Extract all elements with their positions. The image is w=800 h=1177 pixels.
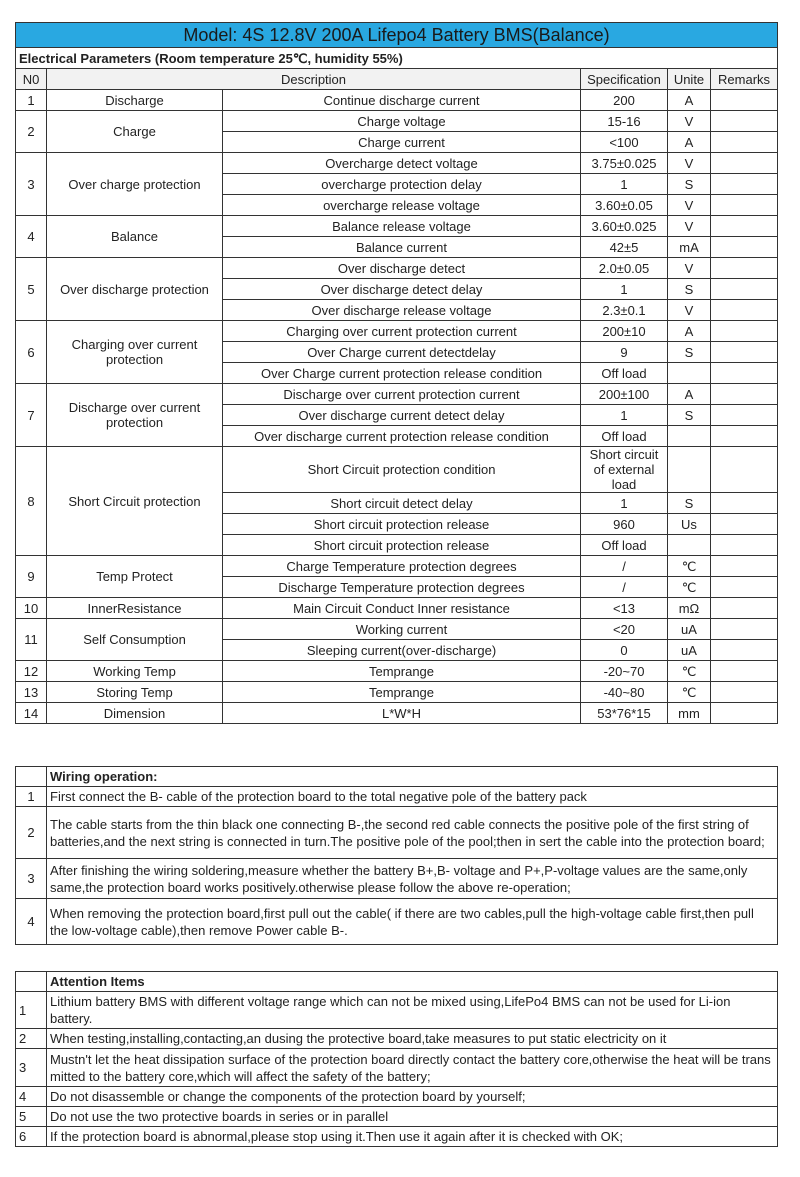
param-name: Self Consumption: [47, 619, 223, 661]
param-remarks: [711, 514, 778, 535]
param-unit: mΩ: [668, 598, 711, 619]
param-name: Dimension: [47, 703, 223, 724]
attention-item-text: Do not use the two protective boards in series or in parallel: [47, 1107, 778, 1127]
param-unit: mm: [668, 703, 711, 724]
param-remarks: [711, 640, 778, 661]
spec-row: [16, 556, 778, 577]
param-name: Working Temp: [47, 661, 223, 682]
row-number: 4: [16, 216, 47, 258]
param-unit: [668, 447, 711, 493]
attention-item-text: Do not disassemble or change the components of the protection board by yourself;: [47, 1087, 778, 1107]
param-unit: S: [668, 493, 711, 514]
row-number: 11: [16, 619, 47, 661]
row-number: 7: [16, 384, 47, 447]
param-unit: [668, 426, 711, 447]
spec-row: [16, 153, 778, 174]
param-remarks: [711, 447, 778, 493]
param-specification: 1: [581, 405, 668, 426]
param-description: Short circuit detect delay: [223, 493, 581, 514]
param-unit: S: [668, 342, 711, 363]
param-specification: 3.60±0.05: [581, 195, 668, 216]
attention-item-number: 5: [16, 1107, 47, 1127]
param-specification: -40~80: [581, 682, 668, 703]
wiring-item-number: 2: [16, 807, 47, 859]
attention-table: [15, 971, 778, 1147]
row-number: 10: [16, 598, 47, 619]
row-number: 9: [16, 556, 47, 598]
col-header-unite: Unite: [668, 69, 711, 90]
param-specification: -20~70: [581, 661, 668, 682]
wiring-item-text: When removing the protection board,first pull out the cable( if there are two cables,pull the high-voltage cable first,then pull the low-voltage cable),then remove Power cable B-.: [47, 899, 778, 945]
param-description: Charge voltage: [223, 111, 581, 132]
attention-item-number: 3: [16, 1049, 47, 1087]
param-specification: 3.75±0.025: [581, 153, 668, 174]
param-unit: [668, 363, 711, 384]
param-description: overcharge protection delay: [223, 174, 581, 195]
spec-row: [16, 111, 778, 132]
spec-row: [16, 384, 778, 405]
param-description: Temprange: [223, 661, 581, 682]
param-description: Short Circuit protection condition: [223, 447, 581, 493]
param-name: Over charge protection: [47, 153, 223, 216]
row-number: 12: [16, 661, 47, 682]
param-name: Temp Protect: [47, 556, 223, 598]
section-label: Electrical Parameters (Room temperature 25℃, humidity 55%): [16, 48, 778, 69]
param-specification: 1: [581, 493, 668, 514]
attention-header-spacer: [16, 972, 47, 992]
param-specification: 200: [581, 90, 668, 111]
param-description: Balance current: [223, 237, 581, 258]
attention-item: [16, 1127, 778, 1147]
attention-item-text: Lithium battery BMS with different voltage range which can not be mixed using,LifePo4 BMS can not be used for Li-ion battery.: [47, 992, 778, 1029]
param-remarks: [711, 426, 778, 447]
param-remarks: [711, 556, 778, 577]
param-specification: 42±5: [581, 237, 668, 258]
spec-row: [16, 598, 778, 619]
param-remarks: [711, 493, 778, 514]
param-remarks: [711, 153, 778, 174]
spec-row: [16, 703, 778, 724]
param-name: Discharge over current protection: [47, 384, 223, 447]
param-description: Discharge Temperature protection degrees: [223, 577, 581, 598]
wiring-header-spacer: [16, 767, 47, 787]
param-description: Over Charge current protection release condition: [223, 363, 581, 384]
param-unit: ℃: [668, 682, 711, 703]
param-remarks: [711, 321, 778, 342]
param-description: Over discharge detect: [223, 258, 581, 279]
param-specification: <100: [581, 132, 668, 153]
wiring-item: [16, 899, 778, 945]
param-description: overcharge release voltage: [223, 195, 581, 216]
wiring-item-text: The cable starts from the thin black one connecting B-,the second red cable connects the positive pole of the first string of batteries,and the next string is connected in turn.The positive pole of the pool;then in sert the cable into the protection board;: [47, 807, 778, 859]
row-number: 14: [16, 703, 47, 724]
col-header-description: Description: [47, 69, 581, 90]
param-description: Charge Temperature protection degrees: [223, 556, 581, 577]
param-remarks: [711, 174, 778, 195]
param-name: Storing Temp: [47, 682, 223, 703]
param-unit: uA: [668, 619, 711, 640]
param-unit: S: [668, 279, 711, 300]
param-remarks: [711, 661, 778, 682]
spec-row: [16, 321, 778, 342]
param-remarks: [711, 682, 778, 703]
param-description: L*W*H: [223, 703, 581, 724]
param-specification: 960: [581, 514, 668, 535]
row-number: 13: [16, 682, 47, 703]
param-remarks: [711, 342, 778, 363]
param-unit: A: [668, 321, 711, 342]
spec-body: [16, 90, 778, 724]
attention-item-number: 1: [16, 992, 47, 1029]
param-specification: 15-16: [581, 111, 668, 132]
param-specification: 2.3±0.1: [581, 300, 668, 321]
wiring-item-number: 4: [16, 899, 47, 945]
param-specification: 1: [581, 174, 668, 195]
attention-item-number: 2: [16, 1029, 47, 1049]
param-remarks: [711, 300, 778, 321]
param-unit: V: [668, 258, 711, 279]
param-description: Over Charge current detectdelay: [223, 342, 581, 363]
wiring-item-text: After finishing the wiring soldering,measure whether the battery B+,B- voltage and P+,P-voltage values are the same,only same,the protection board works positively.otherwise please follow the above re-operation;: [47, 859, 778, 899]
param-description: Sleeping current(over-discharge): [223, 640, 581, 661]
param-unit: V: [668, 216, 711, 237]
param-specification: Off load: [581, 363, 668, 384]
param-name: Charging over current protection: [47, 321, 223, 384]
param-specification: Off load: [581, 426, 668, 447]
param-unit: A: [668, 384, 711, 405]
row-number: 8: [16, 447, 47, 556]
param-unit: S: [668, 174, 711, 195]
param-unit: ℃: [668, 661, 711, 682]
param-remarks: [711, 363, 778, 384]
param-specification: 200±100: [581, 384, 668, 405]
param-name: InnerResistance: [47, 598, 223, 619]
param-remarks: [711, 258, 778, 279]
param-specification: Off load: [581, 535, 668, 556]
wiring-body: [16, 767, 778, 945]
attention-item: [16, 1049, 778, 1087]
param-specification: 53*76*15: [581, 703, 668, 724]
spec-row: [16, 661, 778, 682]
param-unit: V: [668, 153, 711, 174]
wiring-item: [16, 807, 778, 859]
param-remarks: [711, 384, 778, 405]
param-unit: ℃: [668, 577, 711, 598]
spec-row: [16, 90, 778, 111]
param-description: Over discharge release voltage: [223, 300, 581, 321]
attention-header: Attention Items: [47, 972, 778, 992]
wiring-header: Wiring operation:: [47, 767, 778, 787]
param-description: Short circuit protection release: [223, 514, 581, 535]
row-number: 1: [16, 90, 47, 111]
attention-item-text: If the protection board is abnormal,please stop using it.Then use it again after it is checked with OK;: [47, 1127, 778, 1147]
param-unit: S: [668, 405, 711, 426]
spec-table: [15, 22, 778, 724]
spec-row: [16, 682, 778, 703]
wiring-item-text: First connect the B- cable of the protection board to the total negative pole of the battery pack: [47, 787, 778, 807]
param-description: Discharge over current protection current: [223, 384, 581, 405]
param-unit: A: [668, 90, 711, 111]
row-number: 6: [16, 321, 47, 384]
row-number: 2: [16, 111, 47, 153]
param-specification: 200±10: [581, 321, 668, 342]
param-unit: V: [668, 111, 711, 132]
param-remarks: [711, 577, 778, 598]
param-remarks: [711, 90, 778, 111]
row-number: 5: [16, 258, 47, 321]
param-specification: 3.60±0.025: [581, 216, 668, 237]
param-name: Charge: [47, 111, 223, 153]
param-description: Overcharge detect voltage: [223, 153, 581, 174]
param-unit: ℃: [668, 556, 711, 577]
param-remarks: [711, 619, 778, 640]
param-description: Balance release voltage: [223, 216, 581, 237]
spec-row: [16, 216, 778, 237]
param-specification: /: [581, 577, 668, 598]
param-unit: uA: [668, 640, 711, 661]
spec-row: [16, 447, 778, 493]
param-description: Working current: [223, 619, 581, 640]
attention-item-text: When testing,installing,contacting,an dusing the protective board,take measures to put static electricity on it: [47, 1029, 778, 1049]
param-remarks: [711, 535, 778, 556]
param-remarks: [711, 111, 778, 132]
col-header-specification: Specification: [581, 69, 668, 90]
param-description: Charging over current protection current: [223, 321, 581, 342]
wiring-item-number: 1: [16, 787, 47, 807]
attention-item: [16, 1029, 778, 1049]
param-specification: /: [581, 556, 668, 577]
col-header-remarks: Remarks: [711, 69, 778, 90]
col-header-no: N0: [16, 69, 47, 90]
wiring-item-number: 3: [16, 859, 47, 899]
wiring-item: [16, 787, 778, 807]
attention-body: [16, 972, 778, 1147]
param-name: Balance: [47, 216, 223, 258]
param-specification: 2.0±0.05: [581, 258, 668, 279]
attention-item: [16, 1087, 778, 1107]
param-remarks: [711, 132, 778, 153]
attention-item-number: 4: [16, 1087, 47, 1107]
param-unit: V: [668, 195, 711, 216]
param-unit: A: [668, 132, 711, 153]
param-unit: V: [668, 300, 711, 321]
attention-item-text: Mustn't let the heat dissipation surface of the protection board directly contact the battery core,otherwise the heat will be trans mitted to the battery core,which will affect the safety of the battery;: [47, 1049, 778, 1087]
param-name: Over discharge protection: [47, 258, 223, 321]
param-description: Main Circuit Conduct Inner resistance: [223, 598, 581, 619]
param-remarks: [711, 405, 778, 426]
param-description: Over discharge current protection release condition: [223, 426, 581, 447]
param-description: Over discharge detect delay: [223, 279, 581, 300]
wiring-item: [16, 859, 778, 899]
param-specification: <13: [581, 598, 668, 619]
param-unit: [668, 535, 711, 556]
param-remarks: [711, 703, 778, 724]
page-title: Model: 4S 12.8V 200A Lifepo4 Battery BMS(Balance): [16, 23, 778, 48]
param-specification: 1: [581, 279, 668, 300]
param-remarks: [711, 279, 778, 300]
wiring-table: [15, 766, 778, 945]
param-description: Over discharge current detect delay: [223, 405, 581, 426]
param-specification: Short circuit of external load: [581, 447, 668, 493]
attention-item: [16, 1107, 778, 1127]
param-remarks: [711, 598, 778, 619]
attention-item: [16, 992, 778, 1029]
param-name: Discharge: [47, 90, 223, 111]
param-description: Charge current: [223, 132, 581, 153]
param-name: Short Circuit protection: [47, 447, 223, 556]
attention-item-number: 6: [16, 1127, 47, 1147]
param-remarks: [711, 216, 778, 237]
row-number: 3: [16, 153, 47, 216]
param-specification: 0: [581, 640, 668, 661]
param-remarks: [711, 195, 778, 216]
param-description: Short circuit protection release: [223, 535, 581, 556]
param-specification: 9: [581, 342, 668, 363]
spec-row: [16, 258, 778, 279]
param-unit: mA: [668, 237, 711, 258]
param-remarks: [711, 237, 778, 258]
param-unit: Us: [668, 514, 711, 535]
param-description: Temprange: [223, 682, 581, 703]
param-description: Continue discharge current: [223, 90, 581, 111]
param-specification: <20: [581, 619, 668, 640]
spec-row: [16, 619, 778, 640]
